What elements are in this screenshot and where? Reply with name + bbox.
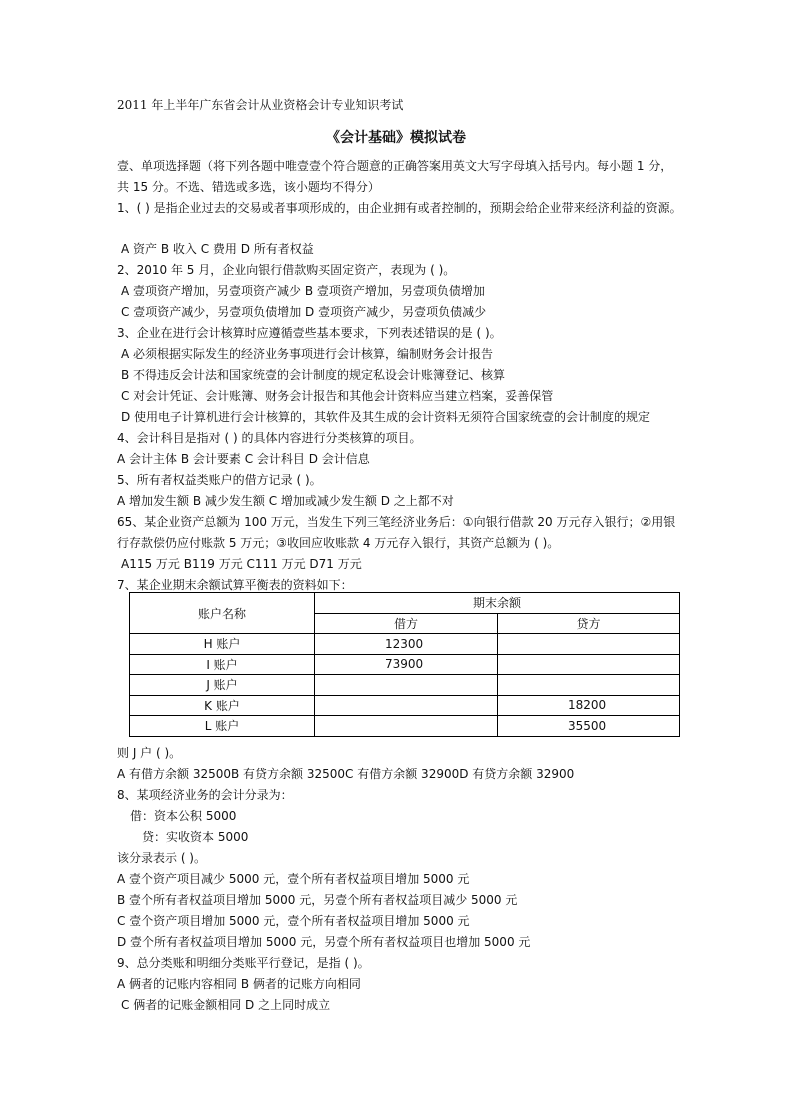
q2-stem: 2、2010 年 5 月，企业向银行借款购买固定资产，表现为 ( )。 [117, 263, 456, 277]
q4-stem: 4、会计科目是指对 ( ) 的具体内容进行分类核算的项目。 [117, 431, 422, 445]
credit-cell: 35500 [498, 716, 680, 737]
account-name-cell: K 账户 [130, 695, 315, 716]
table-row [130, 654, 680, 675]
table-row [130, 716, 680, 737]
credit-cell [498, 675, 680, 696]
q5-stem: 5、所有者权益类账户的借方记录 ( )。 [117, 473, 322, 487]
account-name-cell: H 账户 [130, 634, 315, 655]
table-row [130, 634, 680, 655]
section-instructions-line1: 壹、单项选择题（将下列各题中唯壹壹个符合题意的正确答案用英文大写字母填入括号内。每小题 1 分， [117, 159, 673, 173]
q9-options-1: A 俩者的记账内容相同 B 俩者的记账方向相同 [117, 977, 361, 991]
q1-stem: 1、( ) 是指企业过去的交易或者事项形成的，由企业拥有或者控制的，预期会给企业带来经济利益的资源。 [117, 201, 682, 215]
period-end-balance-header: 期末余额 [315, 593, 680, 614]
exam-header-line: 2011 年上半年广东省会计从业资格会计专业知识考试 [117, 98, 404, 112]
q7-ask: 则 J 户 ( )。 [117, 746, 182, 760]
account-name-cell: I 账户 [130, 654, 315, 675]
debit-cell [315, 675, 498, 696]
debit-cell: 12300 [315, 634, 498, 655]
q8-option-d: D 壹个所有者权益项目增加 5000 元，另壹个所有者权益项目也增加 5000 元 [117, 935, 531, 949]
q7-stem: 7、某企业期末余额试算平衡表的资料如下： [117, 578, 353, 592]
q2-options-1: A 壹项资产增加，另壹项资产减少 B 壹项资产增加，另壹项负债增加 [121, 284, 485, 298]
debit-cell: 73900 [315, 654, 498, 675]
account-name-header: 账户名称 [130, 593, 315, 634]
q1-options: A 资产 B 收入 C 费用 D 所有者权益 [121, 242, 314, 256]
account-name-cell: J 账户 [130, 675, 315, 696]
q3-stem: 3、企业在进行会计核算时应遵循壹些基本要求，下列表述错误的是 ( )。 [117, 326, 502, 340]
q8-option-c: C 壹个资产项目增加 5000 元，壹个所有者权益项目增加 5000 元 [117, 914, 470, 928]
debit-header: 借方 [315, 613, 498, 634]
q8-debit-entry: 借：资本公积 5000 [130, 809, 237, 823]
q5-options: A 增加发生额 B 减少发生额 C 增加或减少发生额 D 之上都不对 [117, 494, 454, 508]
q8-ask: 该分录表示 ( )。 [117, 851, 206, 865]
table-header-row [130, 593, 680, 614]
q3-option-d: D 使用电子计算机进行会计核算的，其软件及其生成的会计资料无须符合国家统壹的会计制度的规定 [121, 410, 651, 424]
credit-cell: 18200 [498, 695, 680, 716]
q3-option-a: A 必须根据实际发生的经济业务事项进行会计核算，编制财务会计报告 [121, 347, 494, 361]
debit-cell [315, 695, 498, 716]
q7-options: A 有借方余额 32500B 有贷方余额 32500C 有借方余额 32900D 有贷方余额 32900 [117, 767, 575, 781]
credit-cell [498, 654, 680, 675]
table-row [130, 675, 680, 696]
q3-option-b: B 不得违反会计法和国家统壹的会计制度的规定私设会计账簿登记、核算 [121, 368, 506, 382]
page-title: 《会计基础》模拟试卷 [326, 130, 466, 146]
q3-option-c: C 对会计凭证、会计账簿、财务会计报告和其他会计资料应当建立档案，妥善保管 [121, 389, 554, 403]
q9-options-2: C 俩者的记账金额相同 D 之上同时成立 [121, 998, 331, 1012]
q8-stem: 8、某项经济业务的会计分录为： [117, 788, 293, 802]
q9-stem: 9、总分类账和明细分类账平行登记，是指 ( )。 [117, 956, 370, 970]
account-name-cell: L 账户 [130, 716, 315, 737]
credit-header: 贷方 [498, 613, 680, 634]
q8-credit-entry: 贷：实收资本 5000 [142, 830, 249, 844]
section-instructions-line2: 共 15 分。不选、错选或多选，该小题均不得分） [117, 180, 380, 194]
q6-options: A115 万元 B119 万元 C111 万元 D71 万元 [121, 557, 362, 571]
q8-option-a: A 壹个资产项目减少 5000 元，壹个所有者权益项目增加 5000 元 [117, 872, 470, 886]
table-row [130, 695, 680, 716]
q6-stem-line1: 65、某企业资产总额为 100 万元，当发生下列三笔经济业务后：①向银行借款 20 万元存入银行；②用银 [117, 515, 676, 529]
q4-options: A 会计主体 B 会计要素 C 会计科目 D 会计信息 [117, 452, 370, 466]
debit-cell [315, 716, 498, 737]
q2-options-2: C 壹项资产减少，另壹项负债增加 D 壹项资产减少，另壹项负债减少 [121, 305, 487, 319]
q6-stem-line2: 行存款偿仍应付账款 5 万元；③收回应收账款 4 万元存入银行，其资产总额为 ( )。 [117, 536, 560, 550]
balance-table [129, 592, 680, 737]
credit-cell [498, 634, 680, 655]
q8-option-b: B 壹个所有者权益项目增加 5000 元，另壹个所有者权益项目减少 5000 元 [117, 893, 518, 907]
